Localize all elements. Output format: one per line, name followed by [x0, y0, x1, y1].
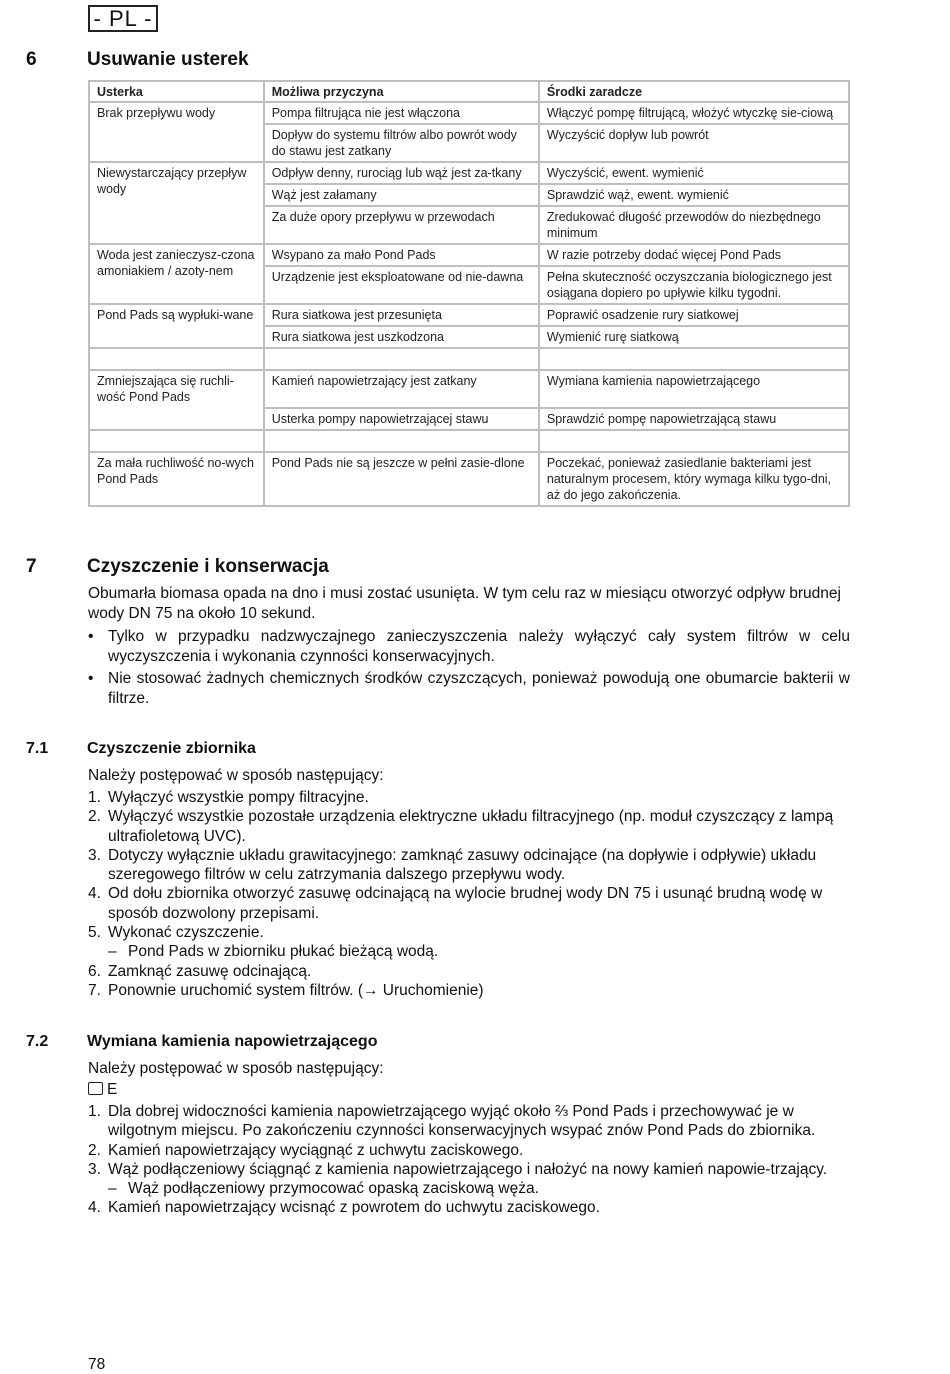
cause-cell: Usterka pompy napowietrzającej stawu	[264, 408, 539, 430]
remedy-cell: Wymienić rurę siatkową	[539, 326, 849, 348]
list-item	[88, 884, 850, 923]
cause-cell: Urządzenie jest eksploatowane od nie-dawna	[264, 266, 539, 304]
section-number: 7	[26, 556, 37, 577]
list-item	[88, 807, 850, 846]
list-item	[88, 1160, 850, 1179]
list-item	[88, 846, 850, 885]
table-row	[89, 452, 849, 506]
spacer-cell	[89, 430, 264, 452]
remedy-cell: Włączyć pompę filtrującą, włożyć wtyczkę sie-ciową	[539, 102, 849, 124]
table-spacer-row	[89, 430, 849, 452]
table-row	[89, 304, 849, 326]
list-item	[88, 962, 850, 981]
step-number: 4.	[88, 885, 101, 903]
cause-cell: Wsypano za mało Pond Pads	[264, 244, 539, 266]
step-number: 2.	[88, 808, 101, 826]
list-item	[88, 1102, 850, 1141]
step-number: 5.	[88, 924, 101, 942]
table-row	[89, 102, 849, 124]
step-text: Kamień napowietrzający wcisnąć z powrotem do uchwytu zaciskowego.	[108, 1199, 600, 1217]
table-row	[89, 370, 849, 408]
step-dash: –	[108, 1180, 117, 1198]
remedy-cell: W razie potrzeby dodać więcej Pond Pads	[539, 244, 849, 266]
spacer-cell	[89, 348, 264, 370]
step-text: Kamień napowietrzający wyciągnąć z uchwytu zaciskowego.	[108, 1141, 524, 1159]
step-text: Ponownie uruchomić system filtrów. (→ Uruchomienie)	[108, 981, 484, 999]
step-dash: –	[108, 943, 117, 961]
figure-label: E	[107, 1081, 118, 1098]
section-7-2-intro: Należy postępować w sposób następujący:	[88, 1060, 384, 1077]
remedy-cell: Zredukować długość przewodów do niezbędnego minimum	[539, 206, 849, 244]
bullet-icon: •	[88, 628, 94, 645]
list-item	[88, 942, 850, 961]
step-number: 1.	[88, 1103, 101, 1120]
step-text: Zamknąć zasuwę odcinającą.	[108, 962, 312, 980]
cause-cell: Dopływ do systemu filtrów albo powrót wody do stawu jest zatkany	[264, 124, 539, 162]
spacer-cell	[539, 348, 849, 370]
cause-cell: Odpływ denny, rurociąg lub wąż jest za-tkany	[264, 162, 539, 184]
remedy-cell: Wyczyścić dopływ lub powrót	[539, 124, 849, 162]
section-title: Wymiana kamienia napowietrzającego	[87, 1033, 378, 1050]
list-item	[88, 669, 850, 709]
spacer-cell	[264, 430, 539, 452]
cause-cell: Za duże opory przepływu w przewodach	[264, 206, 539, 244]
step-text: Wąż podłączeniowy przymocować opaską zaciskową węża.	[128, 1180, 539, 1198]
bullet-text: Nie stosować żadnych chemicznych środków czyszczących, ponieważ powodują one obumarcie bakterii w filtrze.	[108, 670, 850, 707]
section-number: 6	[26, 49, 37, 70]
section-7-1-steps	[88, 788, 850, 1000]
step-text: Wyłączyć wszystkie pozostałe urządzenia elektryczne układu filtracyjnego (np. moduł czyszczący z lampą ultrafioletową UVC).	[108, 808, 834, 845]
list-item	[88, 788, 850, 807]
remedy-cell: Pełna skuteczność oczyszczania biologicznego jest osiągana dopiero po upływie kilku tygodni.	[539, 266, 849, 304]
fault-cell: Brak przepływu wody	[89, 102, 264, 162]
step-text: Od dołu zbiornika otworzyć zasuwę odcinającą na wylocie brudnej wody DN 75 i usunąć brudną wodę w sposób dozwolony przepisami.	[108, 885, 823, 922]
header-cause: Możliwa przyczyna	[264, 81, 539, 102]
section-number: 7.2	[26, 1033, 49, 1050]
section-title: Czyszczenie zbiornika	[87, 740, 256, 757]
table-spacer-row	[89, 348, 849, 370]
section-7-bullets	[88, 627, 850, 711]
table-row	[89, 244, 849, 266]
header-fault: Usterka	[89, 81, 264, 102]
fault-cell: Niewystarczający przepływ wody	[89, 162, 264, 244]
list-item	[88, 981, 850, 1000]
cause-cell: Pompa filtrująca nie jest włączona	[264, 102, 539, 124]
remedy-cell: Wymiana kamienia napowietrzającego	[539, 370, 849, 408]
table-header-row	[89, 81, 849, 102]
language-badge: - PL -	[88, 5, 158, 32]
step-number: 3.	[88, 1160, 101, 1178]
remedy-cell: Sprawdzić wąż, ewent. wymienić	[539, 184, 849, 206]
step-text: Dla dobrej widoczności kamienia napowietrzającego wyjąć około ⅔ Pond Pads i przechowywać je w wilgotnym miejscu. Po zakończeniu czynności konserwacyjnych wsypać znów Pond Pads do zbiornika.	[108, 1103, 816, 1140]
step-text: Wąż podłączeniowy ściągnąć z kamienia napowietrzającego i nałożyć na nowy kamień napowie-trzający.	[108, 1160, 828, 1178]
step-text: Wyłączyć wszystkie pompy filtracyjne.	[108, 789, 369, 806]
fault-cell: Woda jest zanieczysz-czona amoniakiem / azoty-nem	[89, 244, 264, 304]
list-item	[88, 1198, 850, 1217]
step-number: 7.	[88, 981, 101, 999]
cause-cell: Rura siatkowa jest uszkodzona	[264, 326, 539, 348]
header-remedy: Środki zaradcze	[539, 81, 849, 102]
step-number: 4.	[88, 1199, 101, 1217]
cause-cell: Pond Pads nie są jeszcze w pełni zasie-dlone	[264, 452, 539, 506]
fault-cell: Za mała ruchliwość no-wych Pond Pads	[89, 452, 264, 506]
cause-cell: Rura siatkowa jest przesunięta	[264, 304, 539, 326]
fault-cell: Pond Pads są wypłuki-wane	[89, 304, 264, 348]
remedy-cell: Wyczyścić, ewent. wymienić	[539, 162, 849, 184]
page-number: 78	[88, 1356, 106, 1373]
spacer-cell	[539, 430, 849, 452]
step-number: 2.	[88, 1141, 101, 1159]
table-row	[89, 162, 849, 184]
remedy-cell: Poprawić osadzenie rury siatkowej	[539, 304, 849, 326]
section-7-intro: Obumarła biomasa opada na dno i musi zostać usunięta. W tym celu raz w miesiącu otworzyć odpływ brudnej wody DN 75 na około 10 sekund.	[88, 585, 841, 622]
step-text: Pond Pads w zbiorniku płukać bieżącą wodą.	[128, 943, 439, 961]
remedy-cell: Poczekać, ponieważ zasiedlanie bakteriami jest naturalnym procesem, który wymaga kilku tygo-dni, aż do jego zakończenia.	[539, 452, 849, 506]
step-text: Dotyczy wyłącznie układu grawitacyjnego: zamknąć zasuwy odcinające (na dopływie i odpływie) układu szeregowego filtrów w celu zatrzymania dalszego przepływu wody.	[108, 846, 817, 884]
step-number: 1.	[88, 789, 101, 806]
section-7-2-steps	[88, 1102, 850, 1218]
list-item	[88, 1141, 850, 1160]
bullet-text: Tylko w przypadku nadzwyczajnego zanieczyszczenia należy wyłączyć cały system filtrów w celu wyczyszczenia i wykonania czynności konserwacyjnych.	[108, 628, 850, 665]
section-number: 7.1	[26, 740, 49, 757]
list-item	[88, 627, 850, 667]
list-item	[88, 1179, 850, 1198]
section-title: Czyszczenie i konserwacja	[87, 556, 329, 577]
figure-icon	[88, 1082, 103, 1095]
bullet-icon: •	[88, 670, 94, 687]
remedy-cell: Sprawdzić pompę napowietrzającą stawu	[539, 408, 849, 430]
section-title: Usuwanie usterek	[87, 49, 249, 70]
cause-cell: Kamień napowietrzający jest zatkany	[264, 370, 539, 408]
step-number: 6.	[88, 962, 101, 980]
troubleshooting-table	[88, 80, 850, 507]
figure-reference	[88, 1080, 117, 1100]
step-number: 3.	[88, 846, 101, 864]
spacer-cell	[264, 348, 539, 370]
cause-cell: Wąż jest załamany	[264, 184, 539, 206]
list-item	[88, 923, 850, 942]
section-7-1-intro: Należy postępować w sposób następujący:	[88, 767, 384, 784]
step-text: Wykonać czyszczenie.	[108, 924, 264, 942]
fault-cell: Zmniejszająca się ruchli-wość Pond Pads	[89, 370, 264, 430]
